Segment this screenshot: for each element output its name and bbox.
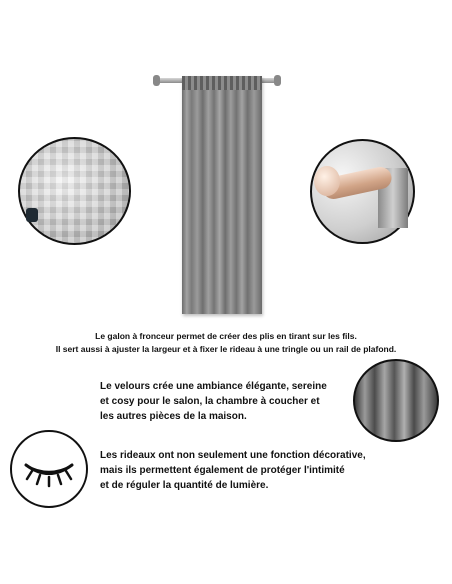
heading-tape-caption (0, 330, 452, 356)
fabric-detail-shadow (26, 208, 38, 222)
velvet-line-1: Le velours crée une ambiance élégante, sereine (100, 381, 327, 392)
rod-detail-finial (314, 166, 340, 196)
rod-finial-left (153, 75, 160, 86)
caption-line-1: Le galon à fronceur permet de créer des plis en tirant sur les fils. (95, 331, 357, 341)
grey-velvet-curtain (182, 76, 262, 314)
velvet-line-3: les autres pièces de la maison. (100, 411, 247, 422)
blackout-line-2: mais ils permettent également de protéger l'intimité (100, 465, 345, 476)
blackout-line-1: Les rideaux ont non seulement une fonction décorative, (100, 450, 366, 461)
velvet-detail-image (353, 359, 439, 442)
blackout-description (100, 448, 366, 493)
blackout-line-3: et de réguler la quantité de lumière. (100, 480, 269, 491)
rod-finial-right (274, 75, 281, 86)
closed-eye-icon-graphic (12, 432, 86, 506)
caption-line-2: Il sert aussi à ajuster la largeur et à fixer le rideau à une tringle ou un rail de plafond. (55, 344, 397, 354)
velvet-line-2: et cosy pour le salon, la chambre à coucher et (100, 396, 320, 407)
closed-eye-icon (10, 430, 88, 508)
curtain-heading-tape (182, 76, 262, 90)
velvet-description (100, 379, 327, 424)
heading-tape-detail-image (18, 137, 131, 245)
